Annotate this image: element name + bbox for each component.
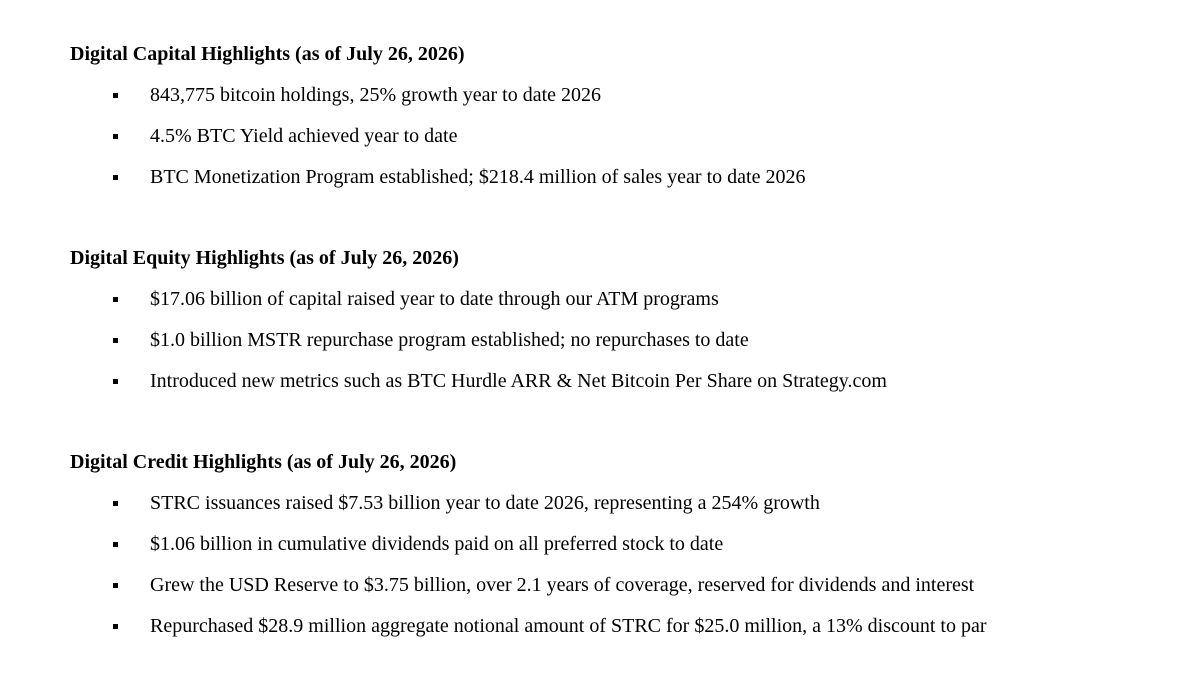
list-item-text: STRC issuances raised $7.53 billion year to date 2026, representing a 254% growth — [150, 492, 820, 514]
highlight-list — [70, 83, 1180, 206]
list-item-text: 843,775 bitcoin holdings, 25% growth year to date 2026 — [150, 84, 602, 106]
list-item — [70, 491, 1180, 532]
list-item — [70, 124, 1180, 165]
list-item-text: $1.0 billion MSTR repurchase program established; no repurchases to date — [150, 329, 749, 351]
list-item-text: $17.06 billion of capital raised year to date through our ATM programs — [150, 288, 719, 310]
list-item — [70, 614, 1180, 655]
list-item-text: BTC Monetization Program established; $218.4 million of sales year to date 2026 — [150, 166, 806, 188]
list-item-text: Introduced new metrics such as BTC Hurdle ARR & Net Bitcoin Per Share on Strategy.com — [150, 370, 887, 392]
list-item — [70, 532, 1180, 573]
list-item — [70, 328, 1180, 369]
bullet-icon — [113, 175, 118, 180]
list-item-text: Grew the USD Reserve to $3.75 billion, over 2.1 years of coverage, reserved for dividends and interest — [150, 574, 975, 596]
list-item-text: $1.06 billion in cumulative dividends paid on all preferred stock to date — [150, 533, 724, 555]
section-heading: Digital Capital Highlights (as of July 26, 2026) — [70, 43, 465, 65]
list-item — [70, 369, 1180, 410]
list-item — [70, 573, 1180, 614]
digital-credit-section — [70, 450, 1180, 655]
section-heading: Digital Credit Highlights (as of July 26, 2026) — [70, 451, 457, 473]
list-item — [70, 165, 1180, 206]
highlight-list — [70, 287, 1180, 410]
list-item-text: Repurchased $28.9 million aggregate notional amount of STRC for $25.0 million, a 13% discount to par — [150, 615, 987, 637]
bullet-icon — [113, 379, 118, 384]
list-item — [70, 83, 1180, 124]
list-item-text: 4.5% BTC Yield achieved year to date — [150, 125, 458, 147]
bullet-icon — [113, 624, 118, 629]
bullet-icon — [113, 501, 118, 506]
digital-equity-section — [70, 246, 1180, 410]
bullet-icon — [113, 297, 118, 302]
bullet-icon — [113, 93, 118, 98]
list-item — [70, 287, 1180, 328]
bullet-icon — [113, 338, 118, 343]
bullet-icon — [113, 542, 118, 547]
bullet-icon — [113, 583, 118, 588]
highlight-list — [70, 491, 1180, 655]
digital-capital-section — [70, 42, 1180, 206]
bullet-icon — [113, 134, 118, 139]
section-heading: Digital Equity Highlights (as of July 26, 2026) — [70, 247, 459, 269]
